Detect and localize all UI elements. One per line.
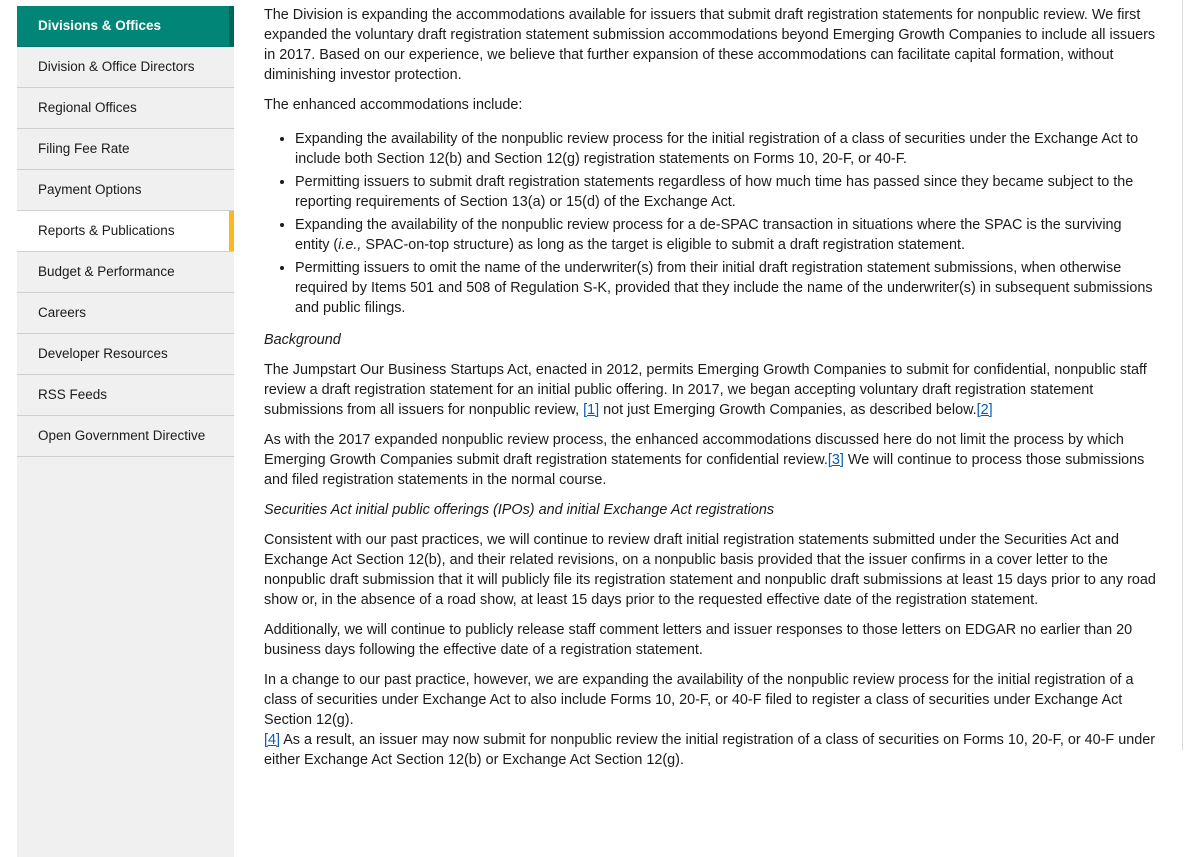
sidebar-item-rss-feeds[interactable]: RSS Feeds [17, 375, 234, 416]
ipo-paragraph-1: Consistent with our past practices, we will continue to review draft initial registration statements submitted under the Securities Act and Exchange Act Section 12(b), and their related revisions, on a nonpublic basis provided that the issuer confirms in a cover letter to the nonpublic draft submission that it will publicly file its registration statement and nonpublic draft submissions at least 15 days prior to any road show or, in the absence of a road show, at least 15 days prior to the requested effective date of the registration statement. [264, 532, 1156, 608]
background-paragraph-2 [264, 430, 1159, 490]
sidebar-fill [17, 457, 234, 857]
footnote-link-1[interactable]: [1] [583, 402, 600, 418]
paragraph-text: The Jumpstart Our Business Startups Act, enacted in 2012, permits Emerging Growth Companies to submit for confidential, nonpublic staff review a draft registration statement for an initial public offering. In 2017, we began accepting voluntary draft registration statement submissions from all issuers for nonpublic review, [264, 362, 1147, 418]
footnote-link-4[interactable]: [4] [264, 732, 280, 748]
paragraph-text: As with the 2017 expanded nonpublic review process, the enhanced accommodations discussed here do not limit the process by which Emerging Growth Companies submit draft registration statements for confidential review. [264, 432, 1124, 468]
list-item: • Permitting issuers to omit the name of the underwriter(s) from their initial draft registration statement submissions, when otherwise required by Items 501 and 508 of Regulation S-K, provided that they include the name of the underwriter(s) in subsequent submissions and public filings. [295, 258, 1159, 318]
bullet-text: SPAC-on-top structure) as long as the target is eligible to submit a draft registration statement. [361, 237, 966, 253]
ipo-heading: Securities Act initial public offerings (IPOs) and initial Exchange Act registrations [264, 502, 775, 518]
enhanced-accommodations-heading: The enhanced accommodations include: [264, 97, 523, 113]
background-paragraph-1 [264, 360, 1159, 420]
sidebar-list [17, 0, 234, 457]
ipo-paragraph-2: Additionally, we will continue to publicly release staff comment letters and issuer responses to those letters on EDGAR no earlier than 20 business days following the effective date of a registration statement. [264, 622, 1133, 658]
footnote-link-2[interactable]: [2] [976, 402, 993, 418]
main-content [264, 0, 1159, 780]
accommodations-list [264, 129, 1159, 318]
sidebar-item-open-government-directive[interactable]: Open Government Directive [17, 416, 234, 457]
left-rail [0, 0, 17, 750]
ie-abbrev: i.e., [338, 237, 362, 253]
paragraph-text: not just Emerging Growth Companies, as described below. [599, 402, 977, 418]
sidebar-item-reports-publications[interactable]: Reports & Publications [17, 211, 234, 252]
sidebar-item-regional-offices[interactable]: Regional Offices [17, 88, 234, 129]
intro-paragraph: The Division is expanding the accommodations available for issuers that submit draft registration statements for nonpublic review. We first expanded the voluntary draft registration statement submission accommodations beyond Emerging Growth Companies to include all issuers in 2017. Based on our experience, we believe that further expansion of these accommodations can facilitate capital formation, without diminishing investor protection. [264, 7, 1156, 83]
sidebar-item-divisions-offices[interactable]: Divisions & Offices [17, 6, 234, 47]
list-item: • Expanding the availability of the nonpublic review process for the initial registration of a class of securities under the Exchange Act to include both Section 12(b) and Section 12(g) registration statements on Forms 10, 20-F, or 40-F. [295, 129, 1159, 169]
sidebar-item-developer-resources[interactable]: Developer Resources [17, 334, 234, 375]
sidebar-item-division-office-directors[interactable]: Division & Office Directors [17, 47, 234, 88]
paragraph-text: We will continue to process those submissions and filed registration statements in the normal course. [264, 452, 1145, 488]
background-heading: Background [264, 332, 341, 348]
sidebar-nav [17, 0, 234, 750]
bullet-text: Expanding the availability of the nonpublic review process for a de-SPAC transaction in situations where the SPAC is the surviving entity ( [295, 217, 1122, 253]
right-border [1182, 0, 1183, 750]
footnote-link-3[interactable]: [3] [827, 452, 844, 468]
paragraph-text: In a change to our past practice, however, we are expanding the availability of the nonpublic review process for the initial registration of a class of securities under Exchange Act to also include Forms 10, 20-F, or 40-F filed to register a class of securities under Exchange Act Section 12(g). [264, 672, 1134, 728]
sidebar-item-budget-performance[interactable]: Budget & Performance [17, 252, 234, 293]
list-item [295, 215, 1159, 255]
list-item: • Permitting issuers to submit draft registration statements regardless of how much time has passed since they became subject to the reporting requirements of Section 13(a) or 15(d) of the Exchange Act. [295, 172, 1159, 212]
sidebar-item-payment-options[interactable]: Payment Options [17, 170, 234, 211]
paragraph-text: As a result, an issuer may now submit for nonpublic review the initial registration of a class of securities on Forms 10, 20-F, or 40-F under either Exchange Act Section 12(b) or Exchange Act Section 12(g). [264, 732, 1156, 768]
sidebar-item-filing-fee-rate[interactable]: Filing Fee Rate [17, 129, 234, 170]
ipo-paragraph-3 [264, 670, 1159, 770]
sidebar-item-careers[interactable]: Careers [17, 293, 234, 334]
